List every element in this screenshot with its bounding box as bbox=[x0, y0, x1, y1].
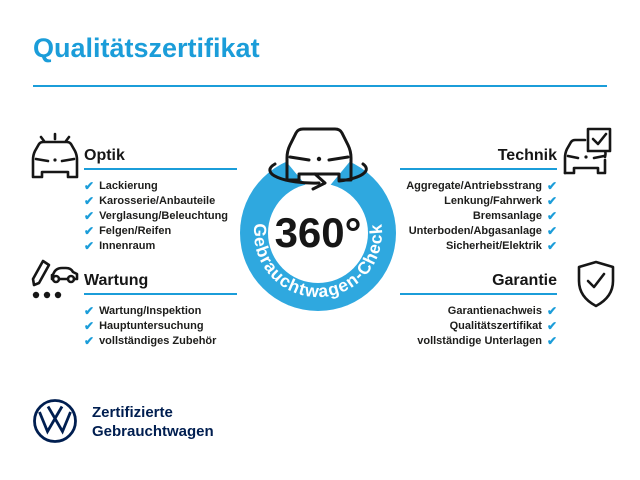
service-pencil-car-icon bbox=[26, 257, 80, 314]
list-item: Sicherheit/Elektrik ✔ bbox=[445, 238, 557, 253]
section-heading-optik: Optik bbox=[84, 147, 237, 170]
list-item: Bremsanlage ✔ bbox=[472, 208, 557, 223]
section-heading-technik: Technik bbox=[400, 147, 557, 170]
check-icon: ✔ bbox=[546, 318, 557, 333]
check-icon: ✔ bbox=[546, 238, 557, 253]
technik-checklist bbox=[400, 178, 557, 253]
check-icon: ✔ bbox=[546, 223, 557, 238]
section-wartung bbox=[84, 272, 237, 348]
title-divider bbox=[33, 85, 607, 87]
list-item: ✔ Verglasung/Beleuchtung bbox=[84, 208, 229, 223]
list-item: ✔ Wartung/Inspektion bbox=[84, 303, 202, 318]
optik-checklist bbox=[84, 178, 237, 253]
vw-logo bbox=[32, 398, 78, 444]
list-item: ✔ Innenraum bbox=[84, 238, 156, 253]
section-garantie bbox=[400, 272, 557, 348]
check-icon: ✔ bbox=[546, 178, 557, 193]
car-checkbox-icon bbox=[561, 127, 613, 182]
section-optik bbox=[84, 147, 237, 253]
check-icon: ✔ bbox=[84, 303, 95, 318]
list-item: ✔ Hauptuntersuchung bbox=[84, 318, 204, 333]
list-item: Aggregate/Antriebsstrang ✔ bbox=[406, 178, 557, 193]
section-heading-garantie: Garantie bbox=[400, 272, 557, 295]
list-item: ✔ Felgen/Reifen bbox=[84, 223, 172, 238]
shield-check-icon bbox=[573, 259, 619, 314]
check-icon: ✔ bbox=[546, 208, 557, 223]
ring-label: Gebrauchtwagen-Check bbox=[249, 222, 387, 302]
check-icon: ✔ bbox=[84, 193, 95, 208]
list-item: Lenkung/Fahrwerk ✔ bbox=[444, 193, 557, 208]
list-item: Unterboden/Abgasanlage ✔ bbox=[408, 223, 557, 238]
degree-label: 360° bbox=[274, 209, 362, 256]
section-technik bbox=[400, 147, 557, 253]
list-item: ✔ Lackierung bbox=[84, 178, 158, 193]
brand-text bbox=[92, 403, 214, 441]
check-icon: ✔ bbox=[84, 318, 95, 333]
list-item: ✔ vollständiges Zubehör bbox=[84, 333, 217, 348]
wartung-checklist bbox=[84, 303, 237, 348]
list-item: ✔ Karosserie/Anbauteile bbox=[84, 193, 216, 208]
check-icon: ✔ bbox=[546, 193, 557, 208]
check-icon: ✔ bbox=[546, 333, 557, 348]
check-icon: ✔ bbox=[84, 223, 95, 238]
brand-line2: Gebrauchtwagen bbox=[92, 423, 214, 440]
brand-line1: Zertifizierte bbox=[92, 404, 173, 421]
list-item: Qualitätszertifikat ✔ bbox=[449, 318, 557, 333]
garantie-checklist bbox=[400, 303, 557, 348]
car-shine-icon bbox=[28, 129, 82, 188]
check-icon: ✔ bbox=[84, 178, 95, 193]
page-title: Qualitätszertifikat bbox=[33, 33, 260, 63]
check-icon: ✔ bbox=[84, 238, 95, 253]
section-heading-wartung: Wartung bbox=[84, 272, 237, 295]
list-item: vollständige Unterlagen ✔ bbox=[417, 333, 557, 348]
check-icon: ✔ bbox=[546, 303, 557, 318]
check-icon: ✔ bbox=[84, 208, 95, 223]
check-icon: ✔ bbox=[84, 333, 95, 348]
360-badge bbox=[223, 120, 413, 320]
list-item: Garantienachweis ✔ bbox=[447, 303, 557, 318]
